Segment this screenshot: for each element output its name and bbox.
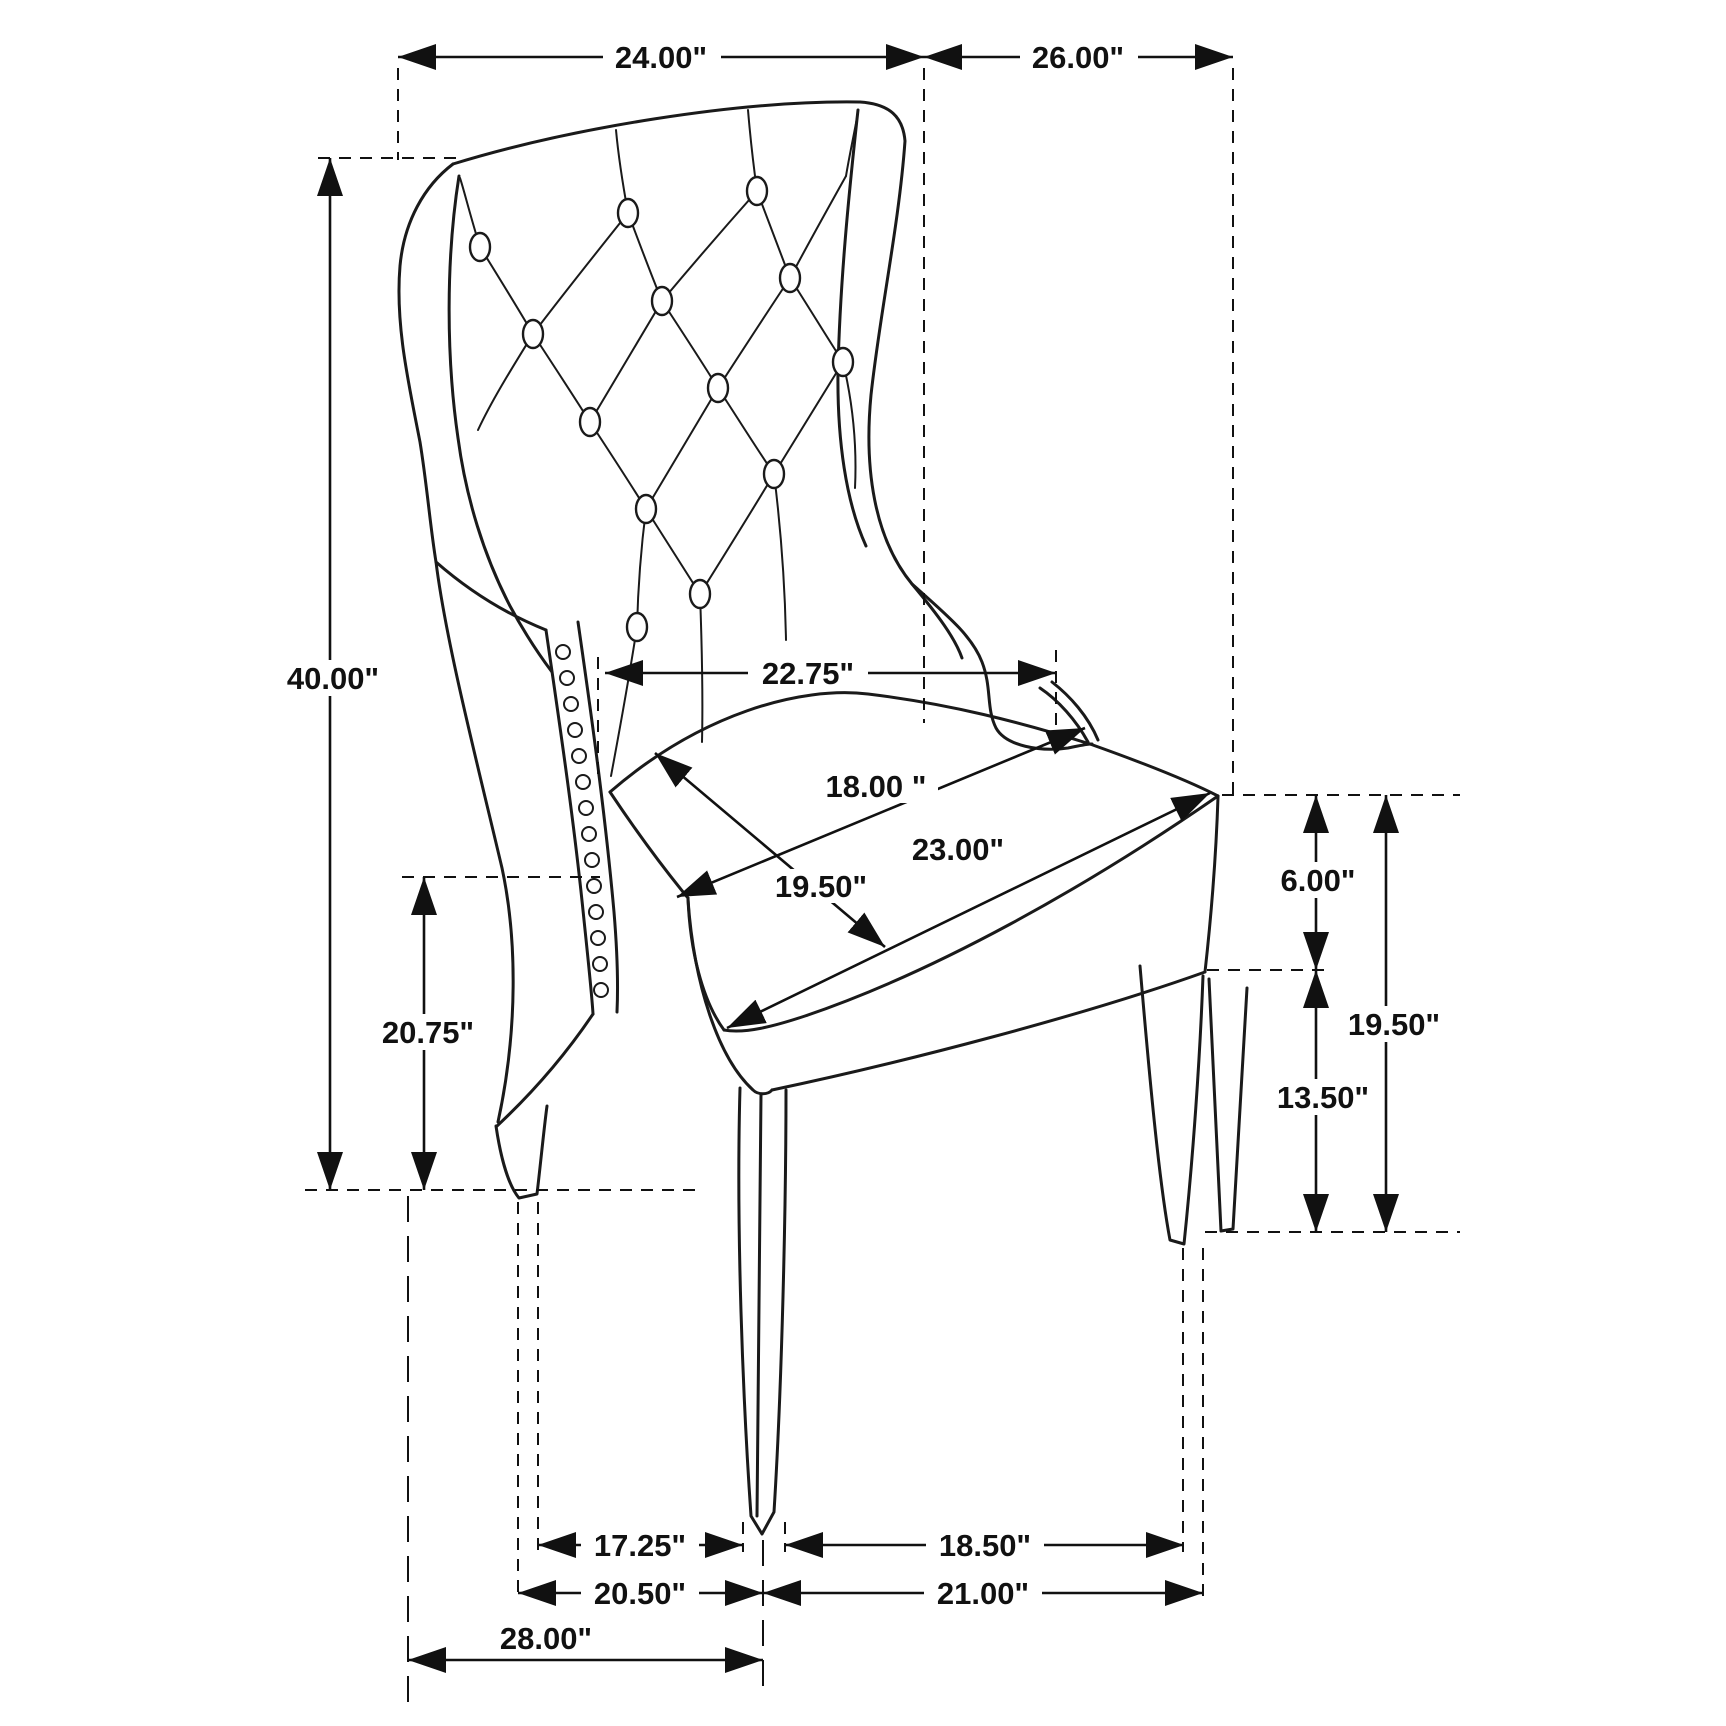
dimension-label: 20.50" bbox=[593, 1576, 687, 1611]
chair-arm-top-roll bbox=[436, 562, 546, 630]
tufting-buttons bbox=[470, 177, 853, 641]
dimension-label: 18.00 " bbox=[825, 769, 927, 804]
dimension-label: 19.50" bbox=[774, 869, 868, 904]
dimension-label: 21.00" bbox=[936, 1576, 1030, 1611]
dimension-label: 20.75" bbox=[381, 1015, 475, 1050]
chair-seat-front-left-corner bbox=[688, 898, 724, 1030]
dimension-label: 40.00" bbox=[286, 661, 380, 696]
chair-left-wing-outline bbox=[399, 164, 513, 1122]
dimension-label: 22.75" bbox=[761, 656, 855, 691]
dimension-label: 26.00" bbox=[1031, 40, 1125, 75]
dimension-label: 24.00" bbox=[614, 40, 708, 75]
chair-skirt-bottom-right bbox=[772, 972, 1205, 1090]
chair-skirt-right-face bbox=[1205, 797, 1218, 972]
dimension-label: 23.00" bbox=[911, 832, 1005, 867]
chair-skirt-left-front bbox=[688, 900, 772, 1094]
chair-back-right-fold bbox=[838, 110, 866, 546]
dimension-label: 19.50" bbox=[1347, 1007, 1441, 1042]
chair-front-right-leg bbox=[1140, 966, 1203, 1244]
chair-seat-left-edge bbox=[610, 792, 688, 898]
dimension-lines bbox=[330, 57, 1386, 1660]
chair-back-outline bbox=[453, 102, 962, 658]
chair-seat-right-edge bbox=[1090, 744, 1218, 796]
dimension-label: 18.50" bbox=[938, 1528, 1032, 1563]
chair-front-left-leg bbox=[739, 1088, 786, 1534]
dimension-label: 13.50" bbox=[1276, 1080, 1370, 1115]
chair-left-wing-crease bbox=[449, 176, 552, 672]
dim-line-seat-diagonal bbox=[727, 793, 1210, 1028]
dimension-label: 28.00" bbox=[499, 1621, 593, 1656]
chair-rear-right-leg bbox=[1209, 979, 1247, 1231]
chair-front-left-leg-crease bbox=[757, 1094, 761, 1516]
dimension-label: 6.00" bbox=[1280, 863, 1356, 898]
chair-drawing bbox=[399, 102, 1247, 1534]
dimension-label: 17.25" bbox=[593, 1528, 687, 1563]
chair-right-arm-roll bbox=[1040, 688, 1088, 742]
chair-right-arm bbox=[912, 584, 1092, 749]
nailhead-trim bbox=[556, 645, 608, 997]
